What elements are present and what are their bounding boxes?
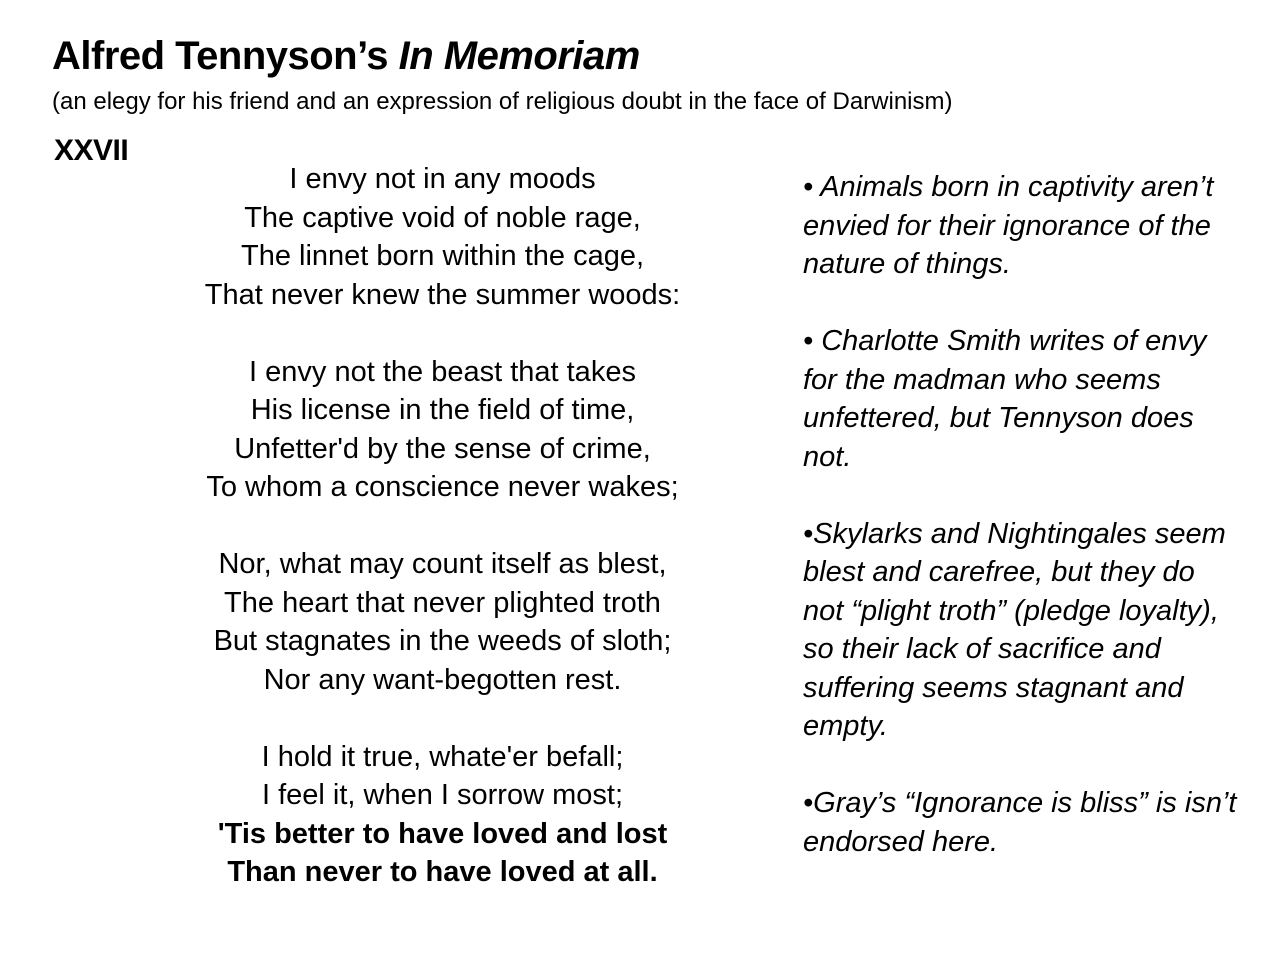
section-number: XXVII — [54, 134, 129, 167]
poem-line: But stagnates in the weeds of sloth; — [213, 625, 672, 657]
poem-line: To whom a conscience never wakes; — [206, 471, 679, 503]
poem-line: Nor, what may count itself as blest, — [218, 548, 667, 580]
poem-line: The captive void of noble rage, — [244, 201, 641, 234]
poem-stanza-3 — [150, 545, 735, 699]
poem-line: His license in the field of time, — [250, 394, 635, 426]
poem-line: Unfetter'd by the sense of crime, — [234, 432, 651, 465]
title-author: Alfred Tennyson’s — [52, 34, 399, 78]
commentary-notes — [803, 168, 1243, 900]
note-skylarks: •Skylarks and Nightingales seem blest and carefree, but they do not “plight troth” (pledge loyalty), so their lack of sacrifice and suffering seems stagnant and empty. — [803, 517, 1226, 742]
poem-stanza-4 — [150, 738, 735, 892]
poem-line: I hold it true, whate'er befall; — [261, 740, 624, 773]
poem-line: I envy not in any moods — [289, 163, 596, 195]
poem-stanza-2 — [150, 353, 735, 507]
poem-line-emphasis: Than never to have loved at all. — [227, 856, 658, 888]
poem-line: I envy not the beast that takes — [249, 355, 636, 388]
note-charlotte-smith: • Charlotte Smith writes of envy for the madman who seems unfettered, but Tennyson does not. — [803, 325, 1207, 473]
page-title — [52, 34, 640, 79]
poem-line: The linnet born within the cage, — [240, 240, 645, 272]
title-work: In Memoriam — [398, 34, 640, 78]
poem-line: Nor any want-begotten rest. — [263, 663, 622, 696]
poem-line-emphasis: 'Tis better to have loved and lost — [217, 817, 668, 850]
poem-stanza-1 — [150, 160, 735, 314]
note-gray: •Gray’s “Ignorance is bliss” is isn’t endorsed here. — [803, 787, 1237, 858]
poem-line: I feel it, when I sorrow most; — [261, 779, 623, 811]
poem-text — [150, 160, 735, 930]
note-captivity: • Animals born in captivity aren’t envied for their ignorance of the nature of things. — [803, 171, 1214, 280]
page-subtitle: (an elegy for his friend and an expression of religious doubt in the face of Darwinism) — [52, 88, 953, 115]
poem-line: That never knew the summer woods: — [204, 278, 681, 311]
poem-line: The heart that never plighted troth — [224, 586, 661, 619]
